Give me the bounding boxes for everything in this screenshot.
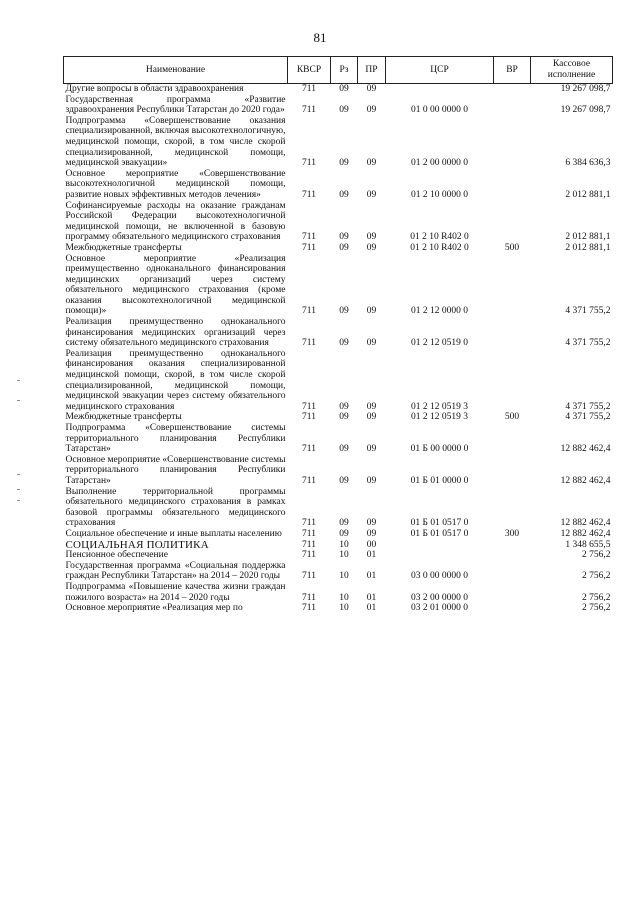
binding-mark — [17, 380, 20, 381]
cell-csr: 01 2 12 0519 0 — [411, 338, 468, 349]
cell-pr: 09 — [366, 105, 377, 116]
binding-mark — [17, 500, 20, 501]
cell-name: Основное мероприятие «Совершенствование высокотехнологичной медицинской помощи, развитие новых эффективных методов лечения» — [65, 168, 286, 200]
header-sum: Кассовое исполнение — [531, 57, 613, 84]
cell-kvsr: 711 — [302, 338, 316, 349]
cell-kvsr: 711 — [302, 603, 316, 614]
cell-kvsr: 711 — [302, 592, 316, 603]
cell-vr: 300 — [504, 528, 520, 539]
cell-pr: 09 — [366, 401, 377, 412]
cell-csr: 03 2 00 0000 0 — [411, 592, 468, 603]
cell-pr: 01 — [366, 550, 377, 561]
table-row — [64, 550, 613, 561]
cell-name: Государственная программа «Социальная поддержка граждан Республики Татарстан» на 2014 – 2020 годы — [65, 560, 286, 582]
cell-name: Межбюджетные трансферты — [65, 412, 182, 423]
cell-rz: 10 — [339, 550, 349, 561]
cell-vr — [494, 455, 531, 487]
cell-sum: 12 882 462,4 — [560, 518, 611, 529]
cell-pr: 09 — [366, 232, 377, 243]
cell-csr: 01 2 10 R402 0 — [410, 232, 469, 243]
cell-sum: 12 882 462,4 — [560, 528, 611, 539]
table-row — [64, 412, 613, 423]
header-pr: ПР — [358, 57, 386, 84]
cell-pr: 09 — [366, 475, 377, 486]
cell-csr: 01 2 10 R402 0 — [410, 242, 469, 253]
cell-name: Основное мероприятие «Реализация преимущественно одноканального финансирования медицинских организаций через систему обязательного медицинского страхования (кроме оказания высокотехнологичной медицинской помощи)» — [65, 253, 286, 317]
cell-sum: 6 384 636,3 — [565, 158, 611, 169]
cell-name: Подпрограмма «Совершенствование оказания специализированной, включая высокотехнологичную, медицинской помощи, скорой, в том числе скорой специализированной, медицинской помощи, медицинской эвакуации» — [65, 115, 286, 169]
cell-kvsr: 711 — [302, 528, 316, 539]
cell-csr — [386, 540, 494, 551]
cell-kvsr: 711 — [302, 189, 316, 200]
cell-csr: 01 Б 00 0000 0 — [410, 444, 469, 455]
cell-pr: 01 — [366, 592, 377, 603]
cell-vr — [494, 317, 531, 349]
cell-name: Выполнение территориальной программы обязательного медицинского страхования в рамках базовой программы обязательного медицинского страхования — [65, 486, 286, 529]
cell-pr: 09 — [366, 338, 377, 349]
cell-vr — [494, 254, 531, 318]
cell-vr — [494, 201, 531, 243]
cell-vr — [494, 540, 531, 551]
cell-csr — [386, 550, 494, 561]
cell-csr: 01 Б 01 0000 0 — [410, 475, 469, 486]
cell-sum: 19 267 098,7 — [560, 105, 611, 116]
table-header — [64, 57, 613, 84]
binding-mark — [17, 489, 20, 490]
cell-name: Реализация преимущественно одноканального финансирования оказания специализированной медицинской помощи, скорой, в том числе скорой специализированной, медицинской помощи, медицинской эвакуации через систему обязательного медицинского страхования — [65, 348, 286, 412]
cell-sum: 2 012 881,1 — [565, 232, 611, 243]
header-vr: ВР — [494, 57, 531, 84]
cell-sum: 19 267 098,7 — [560, 84, 611, 94]
page-number: 81 — [313, 30, 327, 45]
cell-rz: 09 — [339, 444, 349, 455]
cell-csr: 01 2 00 0000 0 — [411, 158, 468, 169]
cell-kvsr: 711 — [302, 105, 316, 116]
cell-vr: 500 — [504, 242, 520, 253]
cell-sum: 12 882 462,4 — [560, 475, 611, 486]
cell-kvsr: 711 — [302, 158, 316, 169]
cell-pr: 09 — [366, 158, 377, 169]
binding-mark — [17, 474, 20, 475]
cell-vr — [494, 84, 531, 95]
cell-sum: 2 756,2 — [582, 571, 611, 582]
cell-name: Государственная программа «Развитие здравоохранения Республики Татарстан до 2020 года» — [65, 94, 286, 116]
table-row — [64, 243, 613, 254]
cell-name: СОЦИАЛЬНАЯ ПОЛИТИКА — [65, 538, 209, 551]
cell-name: Подпрограмма «Повышение качества жизни граждан пожилого возраста» на 2014 – 2020 годы — [65, 581, 286, 603]
cell-rz: 09 — [339, 189, 349, 200]
cell-rz: 10 — [339, 592, 349, 603]
table-row — [64, 561, 613, 582]
cell-sum: 2 012 881,1 — [565, 242, 611, 253]
table-row — [64, 317, 613, 349]
cell-csr: 01 Б 01 0517 0 — [410, 528, 469, 539]
table-body — [64, 84, 613, 614]
cell-kvsr: 711 — [302, 306, 316, 317]
table-row — [64, 540, 613, 551]
table-row — [64, 201, 613, 243]
cell-pr: 09 — [366, 518, 377, 529]
cell-kvsr: 711 — [302, 401, 316, 412]
cell-sum: 2 756,2 — [582, 550, 611, 561]
budget-table — [63, 56, 613, 614]
table-row — [64, 349, 613, 413]
cell-sum: 4 371 755,2 — [565, 401, 611, 412]
table-row — [64, 95, 613, 116]
cell-name: Пенсионное обеспечение — [65, 550, 168, 561]
cell-rz: 10 — [339, 539, 349, 550]
cell-name: Подпрограмма «Совершенствование системы территориального планирования Республики Татарстан» — [65, 423, 286, 455]
cell-csr: 03 0 00 0000 0 — [411, 571, 468, 582]
cell-sum: 2 756,2 — [582, 603, 611, 614]
cell-sum: 2 012 881,1 — [565, 189, 611, 200]
cell-rz: 09 — [339, 306, 349, 317]
header-rz: Рз — [331, 57, 358, 84]
cell-rz: 09 — [339, 158, 349, 169]
cell-sum: 1 348 655,5 — [565, 539, 611, 550]
cell-kvsr: 711 — [302, 84, 316, 94]
cell-kvsr: 711 — [302, 232, 316, 243]
cell-name: Другие вопросы в области здравоохранения — [65, 84, 244, 94]
table-row — [64, 254, 613, 318]
header-name: Наименование — [64, 57, 288, 84]
cell-sum: 4 371 755,2 — [565, 338, 611, 349]
cell-kvsr: 711 — [302, 539, 316, 550]
table-row — [64, 487, 613, 529]
cell-pr: 09 — [366, 189, 377, 200]
cell-rz: 09 — [339, 412, 349, 423]
table-row — [64, 582, 613, 603]
cell-vr — [494, 349, 531, 413]
cell-pr: 09 — [366, 242, 377, 253]
cell-rz: 09 — [339, 338, 349, 349]
cell-sum: 2 756,2 — [582, 592, 611, 603]
cell-vr — [494, 561, 531, 582]
cell-kvsr: 711 — [302, 412, 316, 423]
table-row — [64, 116, 613, 169]
cell-pr: 09 — [366, 306, 377, 317]
cell-name: Основное мероприятие «Совершенствование системы территориального планирования Республики Татарстан» — [65, 454, 286, 486]
cell-name: Основное мероприятие «Реализация мер по — [65, 603, 243, 614]
cell-vr — [494, 116, 531, 169]
cell-csr: 01 2 10 0000 0 — [411, 189, 468, 200]
cell-kvsr: 711 — [302, 550, 316, 561]
cell-pr: 01 — [366, 571, 377, 582]
table-row — [64, 169, 613, 201]
cell-rz: 09 — [339, 84, 349, 94]
cell-sum: 4 371 755,2 — [565, 306, 611, 317]
cell-csr: 01 2 12 0000 0 — [411, 306, 468, 317]
cell-kvsr: 711 — [302, 571, 316, 582]
cell-kvsr: 711 — [302, 475, 316, 486]
cell-rz: 09 — [339, 105, 349, 116]
cell-vr — [494, 603, 531, 614]
cell-kvsr: 711 — [302, 242, 316, 253]
cell-rz: 09 — [339, 232, 349, 243]
binding-mark — [17, 400, 20, 401]
cell-vr — [494, 582, 531, 603]
cell-vr — [494, 423, 531, 455]
table-row — [64, 423, 613, 455]
cell-kvsr: 711 — [302, 518, 316, 529]
cell-pr: 09 — [366, 528, 377, 539]
cell-name: Софинансируемые расходы на оказание гражданам Российской Федерации высокотехнологичной медицинской помощи, не включенной в базовую программу обязательного медицинского страхования — [65, 200, 286, 243]
cell-rz: 09 — [339, 242, 349, 253]
cell-name: Межбюджетные трансферты — [65, 242, 182, 253]
cell-csr: 01 0 00 0000 0 — [411, 105, 468, 116]
table-row — [64, 529, 613, 540]
cell-vr: 500 — [504, 412, 520, 423]
cell-csr — [386, 84, 494, 95]
cell-pr: 01 — [366, 603, 377, 614]
cell-rz: 09 — [339, 401, 349, 412]
table-row — [64, 455, 613, 487]
cell-vr — [494, 95, 531, 116]
cell-rz: 10 — [339, 603, 349, 614]
header-kvsr: КВСР — [288, 57, 331, 84]
cell-csr: 01 Б 01 0517 0 — [410, 518, 469, 529]
cell-pr: 09 — [366, 84, 377, 94]
table-row — [64, 603, 613, 614]
cell-csr: 03 2 01 0000 0 — [411, 603, 468, 614]
table-row — [64, 84, 613, 95]
cell-pr: 09 — [366, 412, 377, 423]
cell-vr — [494, 169, 531, 201]
cell-name: Реализация преимущественно одноканального финансирования медицинских организаций через систему обязательного медицинского страхования — [65, 317, 286, 349]
cell-pr: 09 — [366, 444, 377, 455]
cell-vr — [494, 487, 531, 529]
cell-sum: 12 882 462,4 — [560, 444, 611, 455]
cell-rz: 10 — [339, 571, 349, 582]
cell-rz: 09 — [339, 528, 349, 539]
cell-rz: 09 — [339, 518, 349, 529]
cell-sum: 4 371 755,2 — [565, 412, 611, 423]
cell-pr: 00 — [366, 539, 377, 550]
cell-vr — [494, 550, 531, 561]
cell-kvsr: 711 — [302, 444, 316, 455]
cell-csr: 01 2 12 0519 3 — [411, 412, 468, 423]
header-csr: ЦСР — [386, 57, 494, 84]
cell-rz: 09 — [339, 475, 349, 486]
cell-csr: 01 2 12 0519 3 — [411, 401, 468, 412]
cell-name: Социальное обеспечение и иные выплаты населению — [65, 528, 282, 539]
